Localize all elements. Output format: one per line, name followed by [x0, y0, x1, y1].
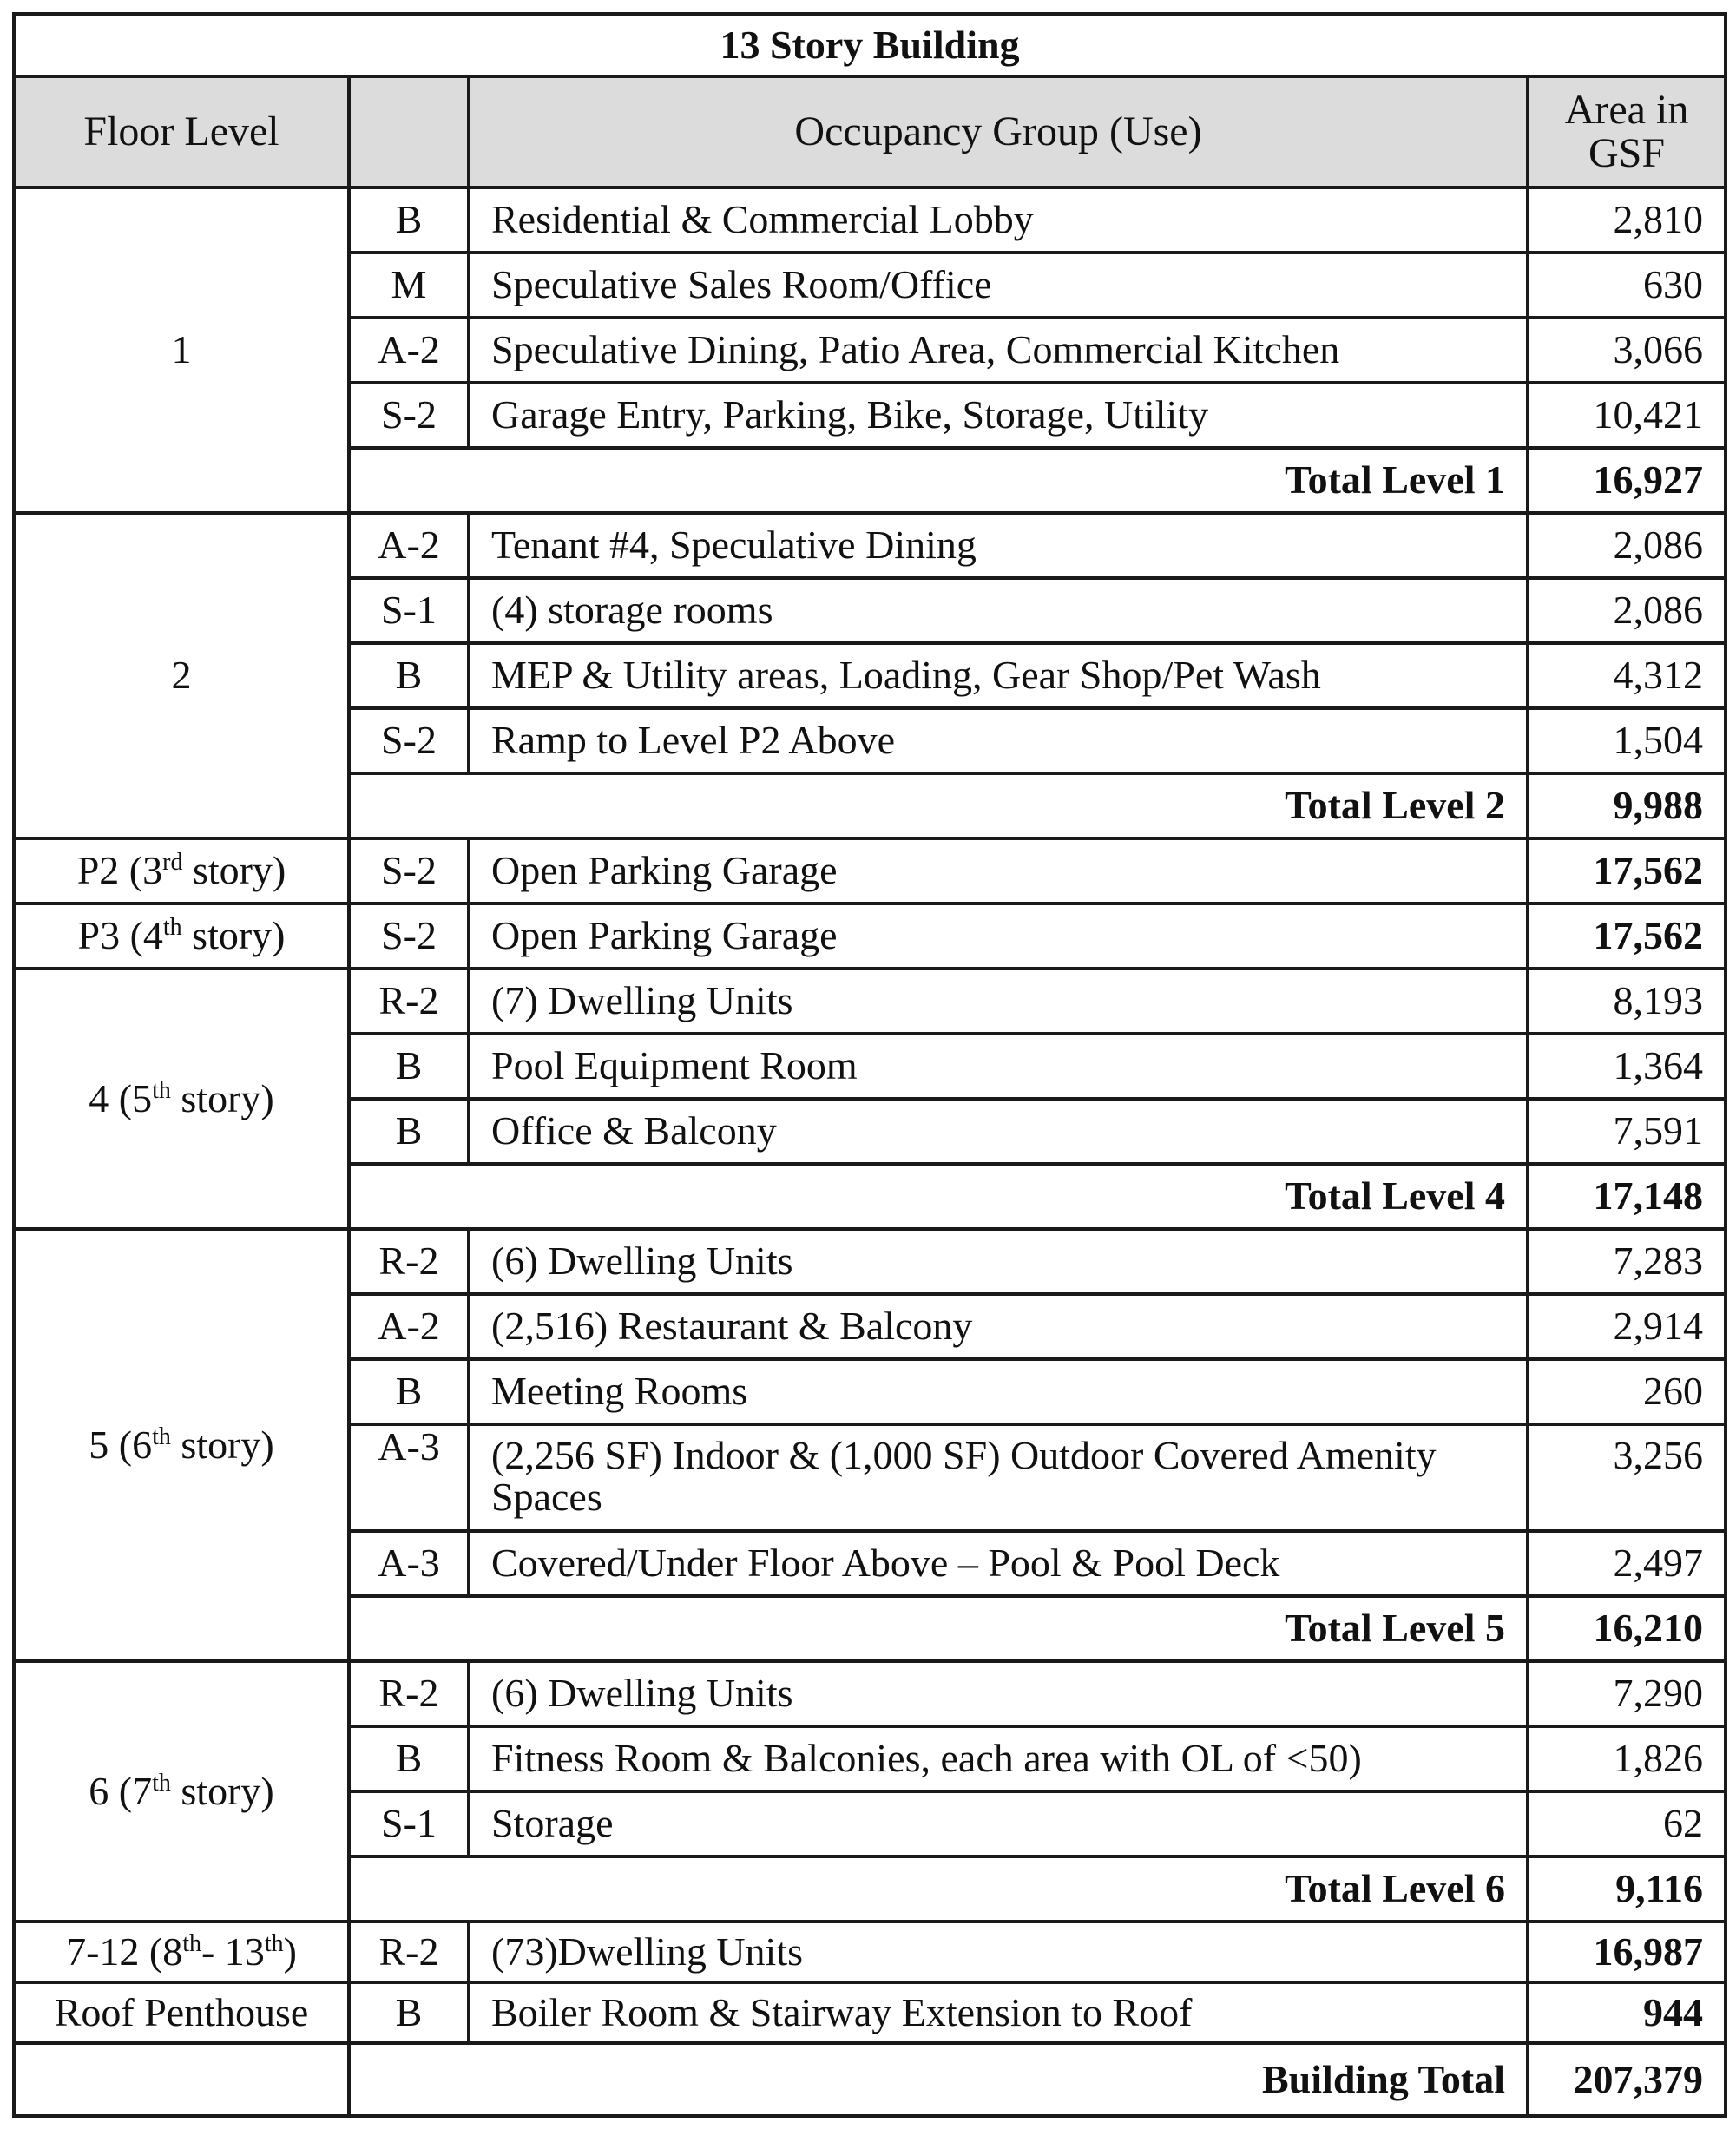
occupancy-use: Meeting Rooms [469, 1359, 1528, 1424]
occupancy-use: Tenant #4, Speculative Dining [469, 513, 1528, 578]
area-value: 3,066 [1528, 318, 1726, 383]
level-total-value: 16,927 [1528, 448, 1726, 513]
area-value: 62 [1528, 1791, 1726, 1856]
level-total-value: 16,210 [1528, 1596, 1726, 1661]
area-value: 630 [1528, 253, 1726, 318]
area-value: 7,283 [1528, 1229, 1726, 1294]
area-value: 2,086 [1528, 513, 1726, 578]
occupancy-code: B [349, 1034, 469, 1099]
area-value: 2,914 [1528, 1294, 1726, 1359]
area-value: 1,504 [1528, 708, 1726, 773]
area-value: 4,312 [1528, 643, 1726, 708]
floor-level-7-12: 7-12 (8th- 13th) [14, 1922, 349, 1982]
floor-level-1: 1 [14, 187, 349, 513]
level-total-value: 17,148 [1528, 1164, 1726, 1229]
area-value: 1,364 [1528, 1034, 1726, 1099]
occupancy-code: S-1 [349, 578, 469, 643]
area-value: 16,987 [1528, 1922, 1726, 1982]
floor-level-header: Floor Level [14, 76, 349, 187]
occupancy-use: Speculative Dining, Patio Area, Commercial Kitchen [469, 318, 1528, 383]
floor-level-4: 4 (5th story) [14, 969, 349, 1229]
area-value: 2,810 [1528, 187, 1726, 253]
building-total-value: 207,379 [1528, 2043, 1726, 2116]
occupancy-code: B [349, 643, 469, 708]
level-total-label: Total Level 1 [349, 448, 1528, 513]
area-value: 7,591 [1528, 1099, 1726, 1164]
occupancy-code: S-2 [349, 838, 469, 904]
occupancy-header: Occupancy Group (Use) [469, 76, 1528, 187]
occupancy-code: A-2 [349, 513, 469, 578]
table-title: 13 Story Building [14, 14, 1726, 76]
occupancy-code: R-2 [349, 1229, 469, 1294]
occupancy-use: Residential & Commercial Lobby [469, 187, 1528, 253]
occupancy-use: Office & Balcony [469, 1099, 1528, 1164]
area-value: 944 [1528, 1982, 1726, 2043]
level-total-value: 9,988 [1528, 773, 1726, 838]
building-total-spacer [14, 2043, 349, 2116]
occupancy-use: Open Parking Garage [469, 838, 1528, 904]
occupancy-code: S-2 [349, 904, 469, 969]
floor-level-roof-penthouse: Roof Penthouse [14, 1982, 349, 2043]
occupancy-code: M [349, 253, 469, 318]
occupancy-use: (7) Dwelling Units [469, 969, 1528, 1034]
level-total-label: Total Level 5 [349, 1596, 1528, 1661]
floor-level-5: 5 (6th story) [14, 1229, 349, 1661]
occupancy-use: Covered/Under Floor Above – Pool & Pool Deck [469, 1531, 1528, 1596]
occupancy-use: Fitness Room & Balconies, each area with OL of <50) [469, 1726, 1528, 1791]
floor-level-2: 2 [14, 513, 349, 838]
area-value: 8,193 [1528, 969, 1726, 1034]
occupancy-code: S-2 [349, 708, 469, 773]
occupancy-code: B [349, 1726, 469, 1791]
occupancy-code: S-1 [349, 1791, 469, 1856]
floor-level-p2: P2 (3rd story) [14, 838, 349, 904]
occupancy-use: Garage Entry, Parking, Bike, Storage, Utility [469, 383, 1528, 448]
occupancy-use: Speculative Sales Room/Office [469, 253, 1528, 318]
area-value: 17,562 [1528, 904, 1726, 969]
occupancy-code: R-2 [349, 1661, 469, 1726]
code-header [349, 76, 469, 187]
occupancy-use: (2,256 SF) Indoor & (1,000 SF) Outdoor Covered Amenity Spaces [469, 1424, 1528, 1531]
occupancy-code: B [349, 187, 469, 253]
level-total-value: 9,116 [1528, 1856, 1726, 1922]
floor-level-6: 6 (7th story) [14, 1661, 349, 1922]
area-value: 1,826 [1528, 1726, 1726, 1791]
occupancy-code: B [349, 1099, 469, 1164]
occupancy-code: R-2 [349, 969, 469, 1034]
area-value: 260 [1528, 1359, 1726, 1424]
occupancy-use: (6) Dwelling Units [469, 1229, 1528, 1294]
building-total-label: Building Total [349, 2043, 1528, 2116]
area-value: 3,256 [1528, 1424, 1726, 1531]
occupancy-code: R-2 [349, 1922, 469, 1982]
area-header: Area in GSF [1528, 76, 1726, 187]
area-value: 10,421 [1528, 383, 1726, 448]
occupancy-use: Open Parking Garage [469, 904, 1528, 969]
occupancy-use: Pool Equipment Room [469, 1034, 1528, 1099]
occupancy-use: Ramp to Level P2 Above [469, 708, 1528, 773]
occupancy-use: (4) storage rooms [469, 578, 1528, 643]
occupancy-code: S-2 [349, 383, 469, 448]
area-value: 17,562 [1528, 838, 1726, 904]
occupancy-code: A-3 [349, 1531, 469, 1596]
occupancy-use: (6) Dwelling Units [469, 1661, 1528, 1726]
occupancy-code: A-2 [349, 318, 469, 383]
area-value: 2,086 [1528, 578, 1726, 643]
occupancy-use: (73)Dwelling Units [469, 1922, 1528, 1982]
occupancy-area-table [12, 12, 1727, 2118]
occupancy-use: Boiler Room & Stairway Extension to Roof [469, 1982, 1528, 2043]
area-value: 7,290 [1528, 1661, 1726, 1726]
occupancy-code: B [349, 1982, 469, 2043]
floor-level-p3: P3 (4th story) [14, 904, 349, 969]
occupancy-code: A-3 [349, 1424, 469, 1531]
occupancy-code: A-2 [349, 1294, 469, 1359]
occupancy-use: Storage [469, 1791, 1528, 1856]
level-total-label: Total Level 6 [349, 1856, 1528, 1922]
occupancy-use: MEP & Utility areas, Loading, Gear Shop/Pet Wash [469, 643, 1528, 708]
level-total-label: Total Level 4 [349, 1164, 1528, 1229]
area-value: 2,497 [1528, 1531, 1726, 1596]
occupancy-use: (2,516) Restaurant & Balcony [469, 1294, 1528, 1359]
level-total-label: Total Level 2 [349, 773, 1528, 838]
occupancy-code: B [349, 1359, 469, 1424]
